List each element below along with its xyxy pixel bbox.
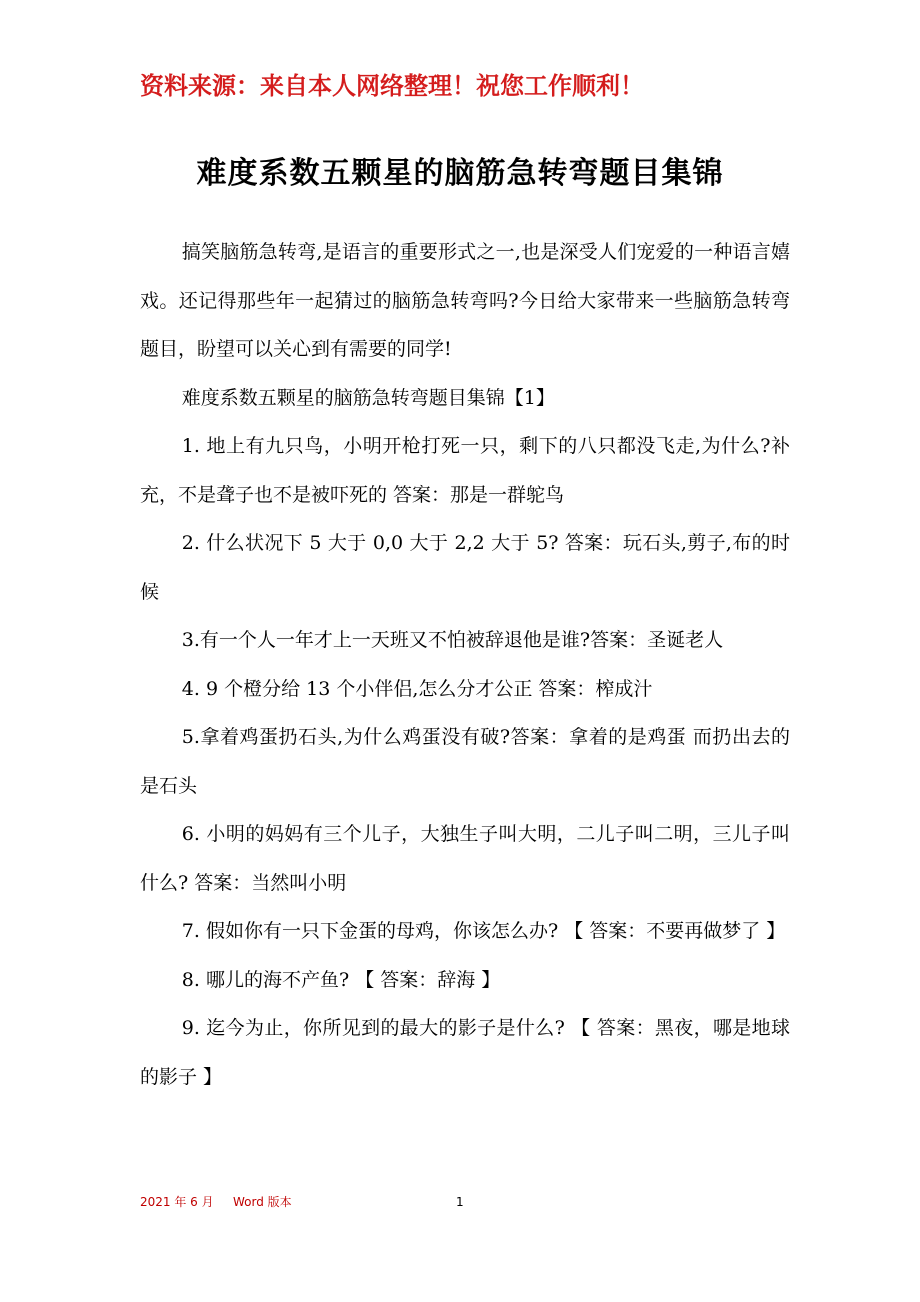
source-note: 资料来源：来自本人网络整理！祝您工作顺利！ xyxy=(140,72,644,100)
riddle-item: 8. 哪儿的海不产鱼? 【 答案：辞海 】 xyxy=(181,968,501,991)
riddle-item: 1. 地上有九只鸟，小明开枪打死一只，剩下的八只都没飞走,为什么?补充，不是聋子也不是被吓死的 答案：那是一群鸵鸟 xyxy=(140,435,790,506)
riddle-item: 5.拿着鸡蛋扔石头,为什么鸡蛋没有破?答案：拿着的是鸡蛋 而扔出去的是石头 xyxy=(140,726,790,797)
riddle-item: 2. 什么状况下 5 大于 0,0 大于 2,2 大于 5? 答案：玩石头,剪子,布的时候 xyxy=(140,532,790,603)
riddle-item: 7. 假如你有一只下金蛋的母鸡，你该怎么办? 【 答案：不要再做梦了 】 xyxy=(181,920,786,942)
footer-version: Word 版本 xyxy=(233,1195,292,1209)
intro-paragraph: 搞笑脑筋急转弯,是语言的重要形式之一,也是深受人们宠爱的一种语言嬉戏。还记得那些年一起猜过的脑筋急转弯吗?今日给大家带来一些脑筋急转弯题目，盼望可以关心到有需要的同学! xyxy=(140,241,790,360)
riddle-item: 6. 小明的妈妈有三个儿子，大独生子叫大明，二儿子叫二明，三儿子叫什么? 答案：当然叫小明 xyxy=(140,823,790,894)
page-footer xyxy=(140,1190,790,1214)
page-number: 1 xyxy=(456,1195,464,1209)
footer-date: 2021 年 6 月 xyxy=(140,1195,214,1209)
section-heading: 难度系数五颗星的脑筋急转弯题目集锦【1】 xyxy=(181,386,555,409)
riddle-item: 9. 迄今为止，你所见到的最大的影子是什么? 【 答案：黑夜，哪是地球的影子 】 xyxy=(140,1017,790,1088)
riddle-item: 3.有一个人一年才上一天班又不怕被辞退他是谁?答案：圣诞老人 xyxy=(181,629,724,651)
document-body xyxy=(140,228,790,1101)
page-title: 难度系数五颗星的脑筋急转弯题目集锦 xyxy=(196,156,724,191)
riddle-item: 4. 9 个橙分给 13 个小伴侣,怎么分才公正 答案：榨成汁 xyxy=(181,677,653,700)
